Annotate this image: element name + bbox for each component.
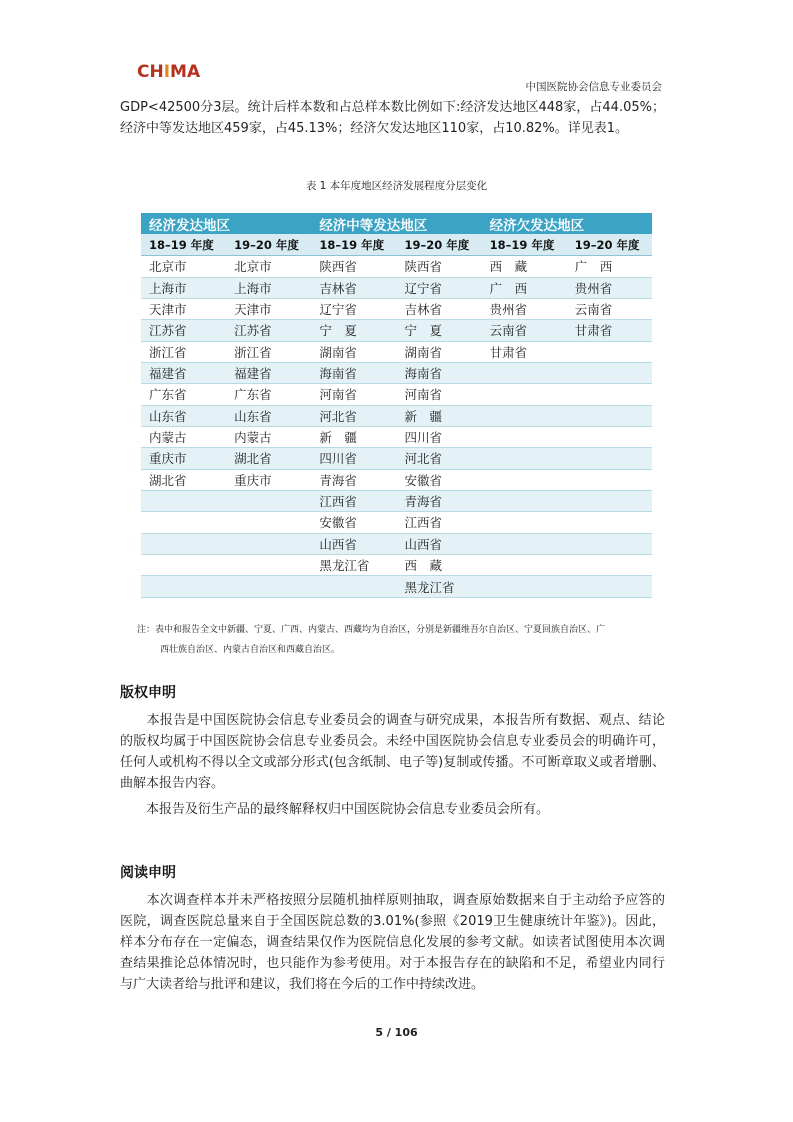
table-cell bbox=[482, 405, 567, 426]
table-cell: 山东省 bbox=[141, 405, 226, 426]
table-cell: 广 西 bbox=[567, 256, 652, 277]
table-cell: 天津市 bbox=[226, 298, 311, 319]
table-cell: 陕西省 bbox=[396, 256, 481, 277]
table-cell bbox=[226, 555, 311, 576]
copyright-paragraph-2: 本报告及衍生产品的最终解释权归中国医院协会信息专业委员会所有。 bbox=[120, 802, 550, 817]
chima-logo: CHIMA bbox=[137, 62, 201, 82]
table-row bbox=[141, 469, 652, 490]
table-cell bbox=[482, 512, 567, 533]
table-cell bbox=[482, 384, 567, 405]
table-cell: 贵州省 bbox=[567, 277, 652, 298]
year-header: 18–19 年度 bbox=[311, 234, 396, 255]
table-cell: 安徽省 bbox=[396, 469, 481, 490]
table-cell: 天津市 bbox=[141, 298, 226, 319]
table-row bbox=[141, 384, 652, 405]
group-header-row bbox=[141, 213, 652, 234]
table-cell bbox=[226, 490, 311, 511]
table-cell bbox=[482, 469, 567, 490]
table-row bbox=[141, 277, 652, 298]
table-cell bbox=[567, 469, 652, 490]
table-note bbox=[137, 620, 677, 660]
table-cell bbox=[567, 555, 652, 576]
table-cell: 西 藏 bbox=[482, 256, 567, 277]
table-cell: 河北省 bbox=[396, 448, 481, 469]
table-cell: 安徽省 bbox=[311, 512, 396, 533]
table-cell: 重庆市 bbox=[226, 469, 311, 490]
table-cell: 北京市 bbox=[226, 256, 311, 277]
table-cell: 陕西省 bbox=[311, 256, 396, 277]
table-cell: 贵州省 bbox=[482, 298, 567, 319]
note-line-1: 注：表中和报告全文中新疆、宁夏、广西、内蒙古、西藏均为自治区，分别是新疆维吾尔自治区、宁夏回族自治区、广 bbox=[137, 625, 606, 635]
year-header: 19–20 年度 bbox=[567, 234, 652, 255]
table-cell: 山西省 bbox=[396, 533, 481, 554]
table-cell: 黑龙江省 bbox=[396, 576, 481, 597]
organization-name: 中国医院协会信息专业委员会 bbox=[525, 81, 662, 93]
table-cell: 青海省 bbox=[396, 490, 481, 511]
table-cell: 内蒙古 bbox=[226, 426, 311, 447]
table-cell: 云南省 bbox=[567, 298, 652, 319]
table-row bbox=[141, 362, 652, 383]
table-cell: 福建省 bbox=[226, 362, 311, 383]
table-cell bbox=[141, 512, 226, 533]
table-cell: 湖南省 bbox=[396, 341, 481, 362]
table-cell: 青海省 bbox=[311, 469, 396, 490]
table-row bbox=[141, 426, 652, 447]
year-header: 18–19 年度 bbox=[141, 234, 226, 255]
table-cell bbox=[482, 555, 567, 576]
table-row bbox=[141, 555, 652, 576]
table-cell: 湖北省 bbox=[226, 448, 311, 469]
table-cell: 辽宁省 bbox=[396, 277, 481, 298]
table-cell: 四川省 bbox=[396, 426, 481, 447]
note-line-2: 西壮族自治区、内蒙古自治区和西藏自治区。 bbox=[160, 645, 341, 655]
table-cell bbox=[567, 362, 652, 383]
table-cell bbox=[482, 362, 567, 383]
table-cell bbox=[226, 576, 311, 597]
year-header: 19–20 年度 bbox=[396, 234, 481, 255]
table-cell bbox=[567, 576, 652, 597]
table-cell bbox=[567, 341, 652, 362]
table-cell: 辽宁省 bbox=[311, 298, 396, 319]
table-row bbox=[141, 490, 652, 511]
table-row bbox=[141, 512, 652, 533]
table-cell: 新 疆 bbox=[396, 405, 481, 426]
table-cell: 云南省 bbox=[482, 320, 567, 341]
table-cell bbox=[141, 533, 226, 554]
table-cell: 浙江省 bbox=[141, 341, 226, 362]
table-cell: 山东省 bbox=[226, 405, 311, 426]
table-cell: 江西省 bbox=[396, 512, 481, 533]
economic-strata-table bbox=[141, 213, 652, 598]
table-cell: 内蒙古 bbox=[141, 426, 226, 447]
reading-paragraph: 本次调查样本并未严格按照分层随机抽样原则抽取，调查原始数据来自于主动给予应答的医院，调查医院总量来自于全国医院总数的3.01%(参照《2019卫生健康统计年鉴》)。因此，样本分布存在一定偏态，调查结果仅作为医院信息化发展的参考文献。如读者试图使用本次调查结果推论总体情况时，也只能作为参考使用。对于本报告存在的缺陷和不足，希望业内同行与广大读者给与批评和建议，我们将在今后的工作中持续改进。 bbox=[120, 893, 665, 992]
table-cell: 宁 夏 bbox=[396, 320, 481, 341]
table-cell bbox=[482, 448, 567, 469]
group-developed: 经济发达地区 bbox=[141, 213, 311, 234]
table-cell bbox=[567, 512, 652, 533]
table-cell bbox=[567, 426, 652, 447]
table-cell bbox=[226, 512, 311, 533]
table-cell: 四川省 bbox=[311, 448, 396, 469]
table-cell: 江西省 bbox=[311, 490, 396, 511]
group-moderate: 经济中等发达地区 bbox=[311, 213, 481, 234]
table-row bbox=[141, 256, 652, 277]
table-cell: 西 藏 bbox=[396, 555, 481, 576]
table-cell bbox=[482, 576, 567, 597]
table-cell bbox=[482, 426, 567, 447]
table-cell bbox=[141, 576, 226, 597]
table-row bbox=[141, 533, 652, 554]
table-cell: 河南省 bbox=[396, 384, 481, 405]
table-cell bbox=[567, 448, 652, 469]
table-row bbox=[141, 448, 652, 469]
table-caption: 表 1 本年度地区经济发展程度分层变化 bbox=[305, 180, 488, 192]
table-cell: 甘肃省 bbox=[567, 320, 652, 341]
table-cell: 广东省 bbox=[226, 384, 311, 405]
reading-heading: 阅读申明 bbox=[120, 865, 176, 881]
table-row bbox=[141, 405, 652, 426]
table-cell: 吉林省 bbox=[396, 298, 481, 319]
table-cell: 广东省 bbox=[141, 384, 226, 405]
table-cell bbox=[567, 405, 652, 426]
table-cell bbox=[141, 555, 226, 576]
table-cell: 湖南省 bbox=[311, 341, 396, 362]
table-cell: 甘肃省 bbox=[482, 341, 567, 362]
group-underdeveloped: 经济欠发达地区 bbox=[482, 213, 652, 234]
copyright-heading: 版权申明 bbox=[120, 685, 176, 701]
table-cell: 海南省 bbox=[396, 362, 481, 383]
table-cell: 江苏省 bbox=[226, 320, 311, 341]
table-row bbox=[141, 320, 652, 341]
table-cell: 吉林省 bbox=[311, 277, 396, 298]
table-cell: 宁 夏 bbox=[311, 320, 396, 341]
table-cell: 上海市 bbox=[226, 277, 311, 298]
table-cell bbox=[141, 490, 226, 511]
table-cell: 山西省 bbox=[311, 533, 396, 554]
year-header: 18–19 年度 bbox=[482, 234, 567, 255]
table-cell: 黑龙江省 bbox=[311, 555, 396, 576]
table-cell: 海南省 bbox=[311, 362, 396, 383]
table-cell bbox=[567, 490, 652, 511]
table-cell: 重庆市 bbox=[141, 448, 226, 469]
table-cell: 广 西 bbox=[482, 277, 567, 298]
copyright-paragraph-1: 本报告是中国医院协会信息专业委员会的调查与研究成果，本报告所有数据、观点、结论的版权均属于中国医院协会信息专业委员会。未经中国医院协会信息专业委员会的明确许可，任何人或机构不得以全文或部分形式(包含纸制、电子等)复制或传播。不可断章取义或者增删、曲解本报告内容。 bbox=[120, 713, 665, 791]
table-cell bbox=[567, 533, 652, 554]
table-cell bbox=[482, 490, 567, 511]
table-cell: 新 疆 bbox=[311, 426, 396, 447]
table-row bbox=[141, 576, 652, 597]
intro-paragraph: GDP<42500分3层。统计后样本数和占总样本数比例如下:经济发达地区448家，占44.05%；经济中等发达地区459家，占45.13%；经济欠发达地区110家，占10.82%。详见表1。 bbox=[120, 100, 665, 136]
table-cell: 湖北省 bbox=[141, 469, 226, 490]
year-header: 19–20 年度 bbox=[226, 234, 311, 255]
table-row bbox=[141, 341, 652, 362]
table-row bbox=[141, 298, 652, 319]
table-cell bbox=[226, 533, 311, 554]
table-cell: 浙江省 bbox=[226, 341, 311, 362]
page-number: 5 / 106 bbox=[375, 1026, 418, 1039]
year-header-row bbox=[141, 234, 652, 255]
table-cell bbox=[311, 576, 396, 597]
table-cell bbox=[482, 533, 567, 554]
table-cell bbox=[567, 384, 652, 405]
table-cell: 河南省 bbox=[311, 384, 396, 405]
table-cell: 江苏省 bbox=[141, 320, 226, 341]
table-cell: 福建省 bbox=[141, 362, 226, 383]
table-cell: 河北省 bbox=[311, 405, 396, 426]
table-cell: 北京市 bbox=[141, 256, 226, 277]
table-cell: 上海市 bbox=[141, 277, 226, 298]
